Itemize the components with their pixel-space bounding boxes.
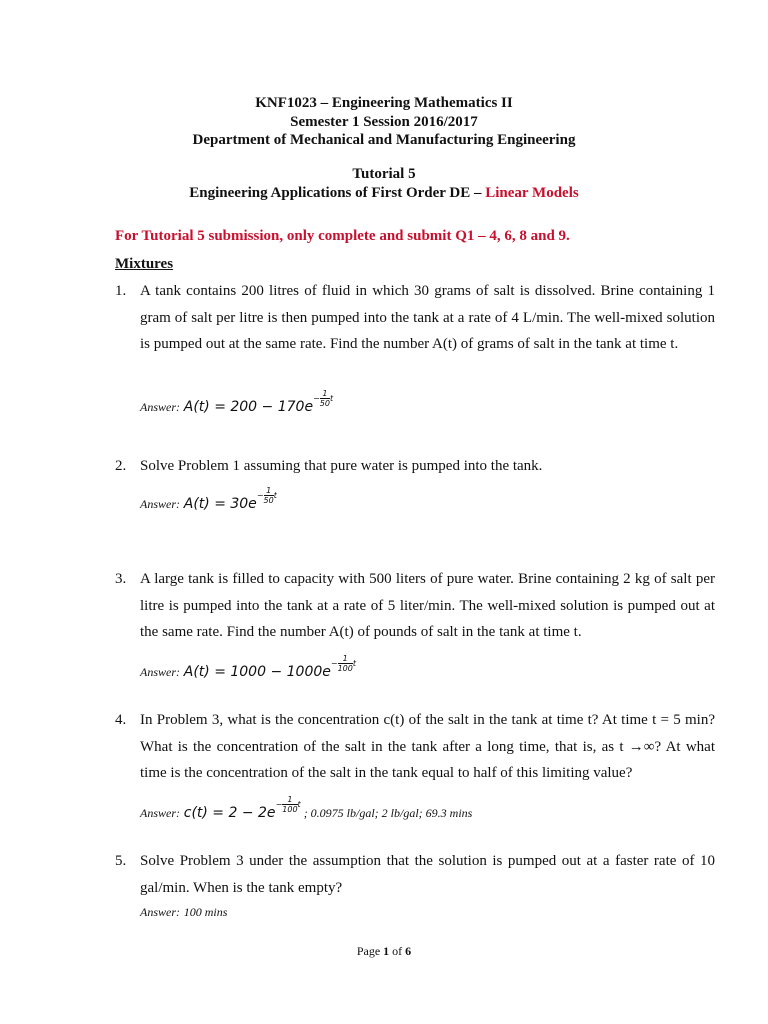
question-2 (115, 453, 715, 480)
of-word: of (392, 944, 403, 958)
answer-formula: A(t) = 1000 − 1000e (183, 664, 331, 680)
section-title: Mixtures (115, 256, 174, 272)
question-number: 4. (115, 712, 127, 728)
question-1 (115, 278, 715, 358)
answer-values: ; 0.0975 lb/gal; 2 lb/gal; 69.3 mins (300, 806, 473, 820)
page-word: Page (356, 944, 381, 958)
question-number: 5. (115, 853, 127, 869)
total-pages: 6 (405, 944, 412, 958)
answer-label: Answer: (140, 497, 180, 511)
answer-1 (140, 389, 334, 418)
tutorial-title: Tutorial 5 (352, 166, 416, 182)
question-3 (115, 566, 715, 646)
question-number: 2. (115, 458, 127, 474)
exponent: − $\frac{1}{50}$ t (256, 486, 277, 505)
question-text: Solve Problem 1 assuming that pure water is pumped into the tank. (140, 458, 543, 474)
answer-formula: A(t) = 200 − 170e (183, 399, 314, 415)
answer-label: Answer: (140, 806, 180, 820)
current-page: 1 (383, 944, 390, 958)
semester-line: Semester 1 Session 2016/2017 (290, 114, 478, 130)
topic-prefix: Engineering Applications of First Order DE – (189, 185, 486, 201)
exponent: − $\frac{1}{100}$ t (275, 795, 301, 814)
exponent: − $\frac{1}{100}$ t (330, 654, 356, 673)
question-text: A large tank is filled to capacity with 500 liters of pure water. Brine containing 2 kg of salt per litre is pumped into the tank at a rate of 5 liter/min. The well-mixed solution is pumped out at the same rate. Find the number A(t) of pounds of salt in the tank at time t. (140, 571, 715, 640)
exponent: − $\frac{1}{50}$ t (313, 389, 334, 408)
question-text: Solve Problem 3 under the assumption that the solution is pumped out at a faster rate of 10 gal/min. When is the tank empty? (140, 853, 715, 896)
department-line: Department of Mechanical and Manufacturing Engineering (192, 132, 576, 148)
answer-label: Answer: (140, 905, 180, 919)
question-text: A tank contains 200 litres of fluid in which 30 grams of salt is dissolved. Brine containing 1 gram of salt per litre is then pumped into the tank at a rate of 4 L/min. The well-mixed solution is pumped out at the same rate. Find the number A(t) of grams of salt in the tank at time t. (140, 283, 715, 352)
answer-values: 100 mins (183, 905, 228, 919)
answer-formula: c(t) = 2 − 2e (183, 805, 276, 821)
answer-label: Answer: (140, 400, 180, 414)
question-5 (115, 848, 715, 901)
question-number: 1. (115, 283, 127, 299)
question-text: In Problem 3, what is the concentration c(t) of the salt in the tank at time t? At time t = 5 min? What is the concentration of the salt in the tank after a long time, that is, as t →∞? At what time is the concentration of the salt in the tank equal to half of this limiting value? (140, 712, 715, 781)
course-title: KNF1023 – Engineering Mathematics II (255, 95, 513, 111)
topic-line (0, 184, 768, 203)
question-4 (115, 707, 715, 787)
submission-note: For Tutorial 5 submission, only complete and submit Q1 – 4, 6, 8 and 9. (115, 228, 570, 244)
page-footer (0, 944, 768, 959)
answer-4 (140, 795, 473, 824)
topic-highlight: Linear Models (485, 185, 579, 201)
answer-3 (140, 654, 356, 683)
question-number: 3. (115, 571, 127, 587)
answer-formula: A(t) = 30e (183, 496, 257, 512)
answer-5 (140, 904, 227, 921)
answer-label: Answer: (140, 665, 180, 679)
answer-2 (140, 486, 277, 515)
